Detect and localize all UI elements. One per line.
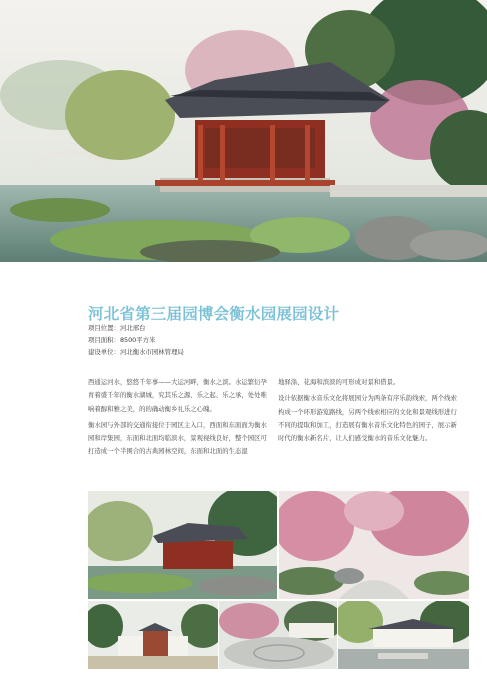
- project-location: 项目位置：河北邢台: [88, 324, 146, 332]
- entrance-gate-rendering: [88, 601, 218, 669]
- body-paragraph: 设计依据衡水音乐文化将展园分为两条有序乐韵线索，两个线索构成一个环形游览路线，另两个线索相应的文化和景观线形进行不同的提取和加工，打造展有衡水音乐文化特色的园子，展示新时代的衡水新名片，让人们感受衡水的音乐文化魅力。: [278, 394, 457, 443]
- body-paragraph: 地驿涤、花海和滨滨的可形成对景和借景。: [278, 378, 400, 386]
- willow-courtyard-rendering: [338, 601, 469, 669]
- project-client: 建设单位：河北衡水市园林管理局: [88, 348, 184, 356]
- body-paragraph: 衡水园与外部的交通衔接位于园区主入口，西面和东面面为衡水园和岸集园，东面和北面均临滨水，景观视线良好，整个园区可打造成一个半围合的古典园林空间，东面和北面的生态湿: [88, 420, 267, 456]
- body-column-left: [88, 376, 269, 459]
- body-column-right: [278, 376, 459, 445]
- pavilion-rendering: [88, 491, 277, 599]
- cherry-blossom-rendering: [279, 491, 469, 599]
- page-title: 河北省第三届园博会衡水园展园设计: [88, 305, 340, 323]
- plaza-rendering: [219, 601, 337, 669]
- hero-rendering: [0, 0, 487, 262]
- project-area: 项目面积：8500平方米: [88, 336, 156, 344]
- body-paragraph: 西通运河水，悠悠千年事——大运河畔，衡水之滨。水运繁衍孕育着盛千年的衡水湖城，究其乐之源、乐之起、乐之承，处处唯响着醇和雅之美，的的确动衡乡礼乐之心魄。: [88, 378, 267, 413]
